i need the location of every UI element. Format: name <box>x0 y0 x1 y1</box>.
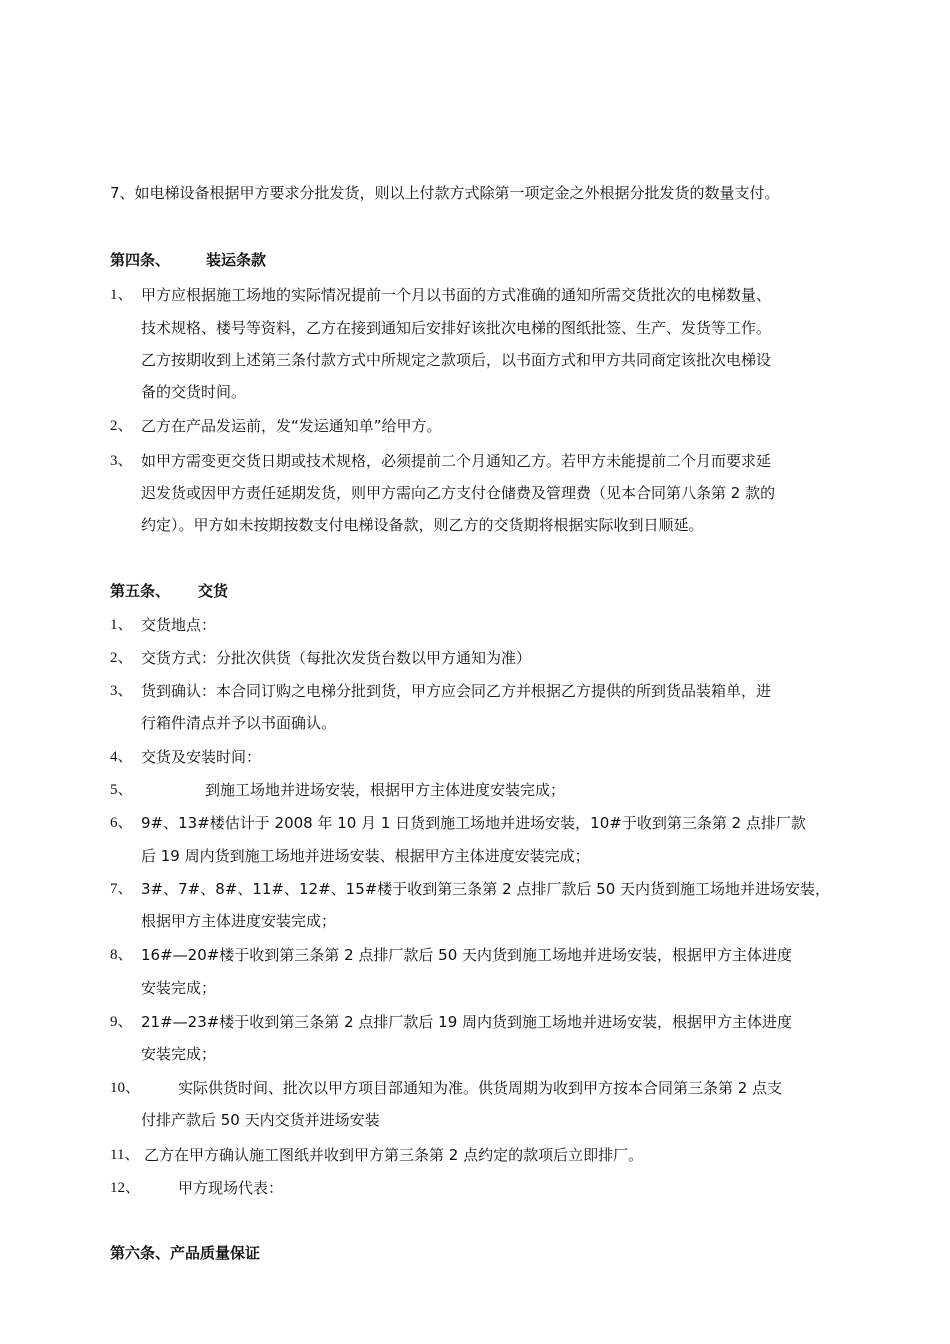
item-number: 9、 <box>110 1014 133 1030</box>
item-line: 后 19 周内货到施工场地并进场安装、根据甲方主体进度安装完成； <box>141 847 590 865</box>
item-line: 乙方在甲方确认施工图纸并收到甲方第三条第 2 点约定的款项后立即排厂。 <box>144 1146 644 1164</box>
item-number: 7、 <box>110 881 133 897</box>
item-line: 乙方在产品发运前，发“发运通知单”给甲方。 <box>141 417 442 435</box>
item-number: 10、 <box>110 1080 141 1096</box>
section-5-heading <box>110 581 228 601</box>
item-number: 2、 <box>110 418 133 434</box>
item-line: 备的交货时间。 <box>141 383 247 401</box>
item-line: 9#、13#楼估计于 2008 年 10 月 1 日货到施工场地并进场安装，10#于收到第三条第 2 点排厂款 <box>141 814 806 832</box>
item-line: 实际供货时间、批次以甲方项目部通知为准。供货周期为收到甲方按本合同第三条第 2 点支 <box>178 1079 783 1097</box>
section-6-heading: 第六条、产品质量保证 <box>110 1244 261 1262</box>
section-4-number: 第四条、 <box>110 251 171 269</box>
item-number: 4、 <box>110 749 133 765</box>
item-line: 货到确认：本合同订购之电梯分批到货，甲方应会同乙方并根据乙方提供的所到货品装箱单，进 <box>141 682 772 700</box>
item-line: 交货地点： <box>141 616 217 634</box>
item-line: 甲方现场代表： <box>178 1179 284 1197</box>
item-line: 乙方按期收到上述第三条付款方式中所规定之款项后，以书面方式和甲方共同商定该批次电梯设 <box>141 351 772 369</box>
payment-item-7: 7、如电梯设备根据甲方要求分批发货，则以上付款方式除第一项定金之外根据分批发货的数量支付。 <box>110 184 780 202</box>
item-line: 交货及安装时间： <box>141 748 262 766</box>
item-number: 11、 <box>110 1147 140 1163</box>
item-number: 1、 <box>110 617 133 633</box>
item-number: 3、 <box>110 453 133 469</box>
item-number: 8、 <box>110 947 133 963</box>
item-line: 行箱件清点并予以书面确认。 <box>141 714 337 732</box>
item-line: 安装完成； <box>141 1045 217 1063</box>
item-number: 3、 <box>110 683 133 699</box>
item-line: 到施工场地并进场安装，根据甲方主体进度安装完成； <box>205 781 566 799</box>
item-line: 约定）。甲方如未按期按数支付电梯设备款，则乙方的交货期将根据实际收到日顺延。 <box>141 516 704 534</box>
item-number: 6、 <box>110 815 133 831</box>
item-number: 1、 <box>110 287 133 303</box>
item-line: 21#—23#楼于收到第三条第 2 点排厂款后 19 周内货到施工场地并进场安装，根据甲方主体进度 <box>141 1013 793 1031</box>
section-5-number: 第五条、 <box>110 582 171 600</box>
item-line: 技术规格、楼号等资料，乙方在接到通知后安排好该批次电梯的图纸批签、生产、发货等工作。 <box>141 319 772 337</box>
section-4-heading <box>110 250 266 270</box>
item-line: 交货方式：分批次供货（每批次发货台数以甲方通知为准） <box>141 649 532 667</box>
item-line: 如甲方需变更交货日期或技术规格，必须提前二个月通知乙方。若甲方未能提前二个月而要求延 <box>141 452 772 470</box>
section-4-title: 装运条款 <box>206 251 267 269</box>
item-number: 12、 <box>110 1180 141 1196</box>
item-line: 甲方应根据施工场地的实际情况提前一个月以书面的方式准确的通知所需交货批次的电梯数量、 <box>141 286 772 304</box>
item-line: 安装完成； <box>141 979 217 997</box>
item-line: 根据甲方主体进度安装完成； <box>141 912 337 930</box>
item-line: 3#、7#、8#、11#、12#、15#楼于收到第三条第 2 点排厂款后 50 天内货到施工场地并进场安装， <box>141 880 831 898</box>
section-5-title: 交货 <box>198 582 229 600</box>
item-line: 16#—20#楼于收到第三条第 2 点排厂款后 50 天内货到施工场地并进场安装，根据甲方主体进度 <box>141 946 793 964</box>
item-number: 2、 <box>110 650 133 666</box>
item-line: 付排产款后 50 天内交货并进场安装 <box>141 1111 380 1129</box>
item-number: 5、 <box>110 782 133 798</box>
item-line: 迟发货或因甲方责任延期发货，则甲方需向乙方支付仓储费及管理费（见本合同第八条第 2 款的 <box>141 484 776 502</box>
